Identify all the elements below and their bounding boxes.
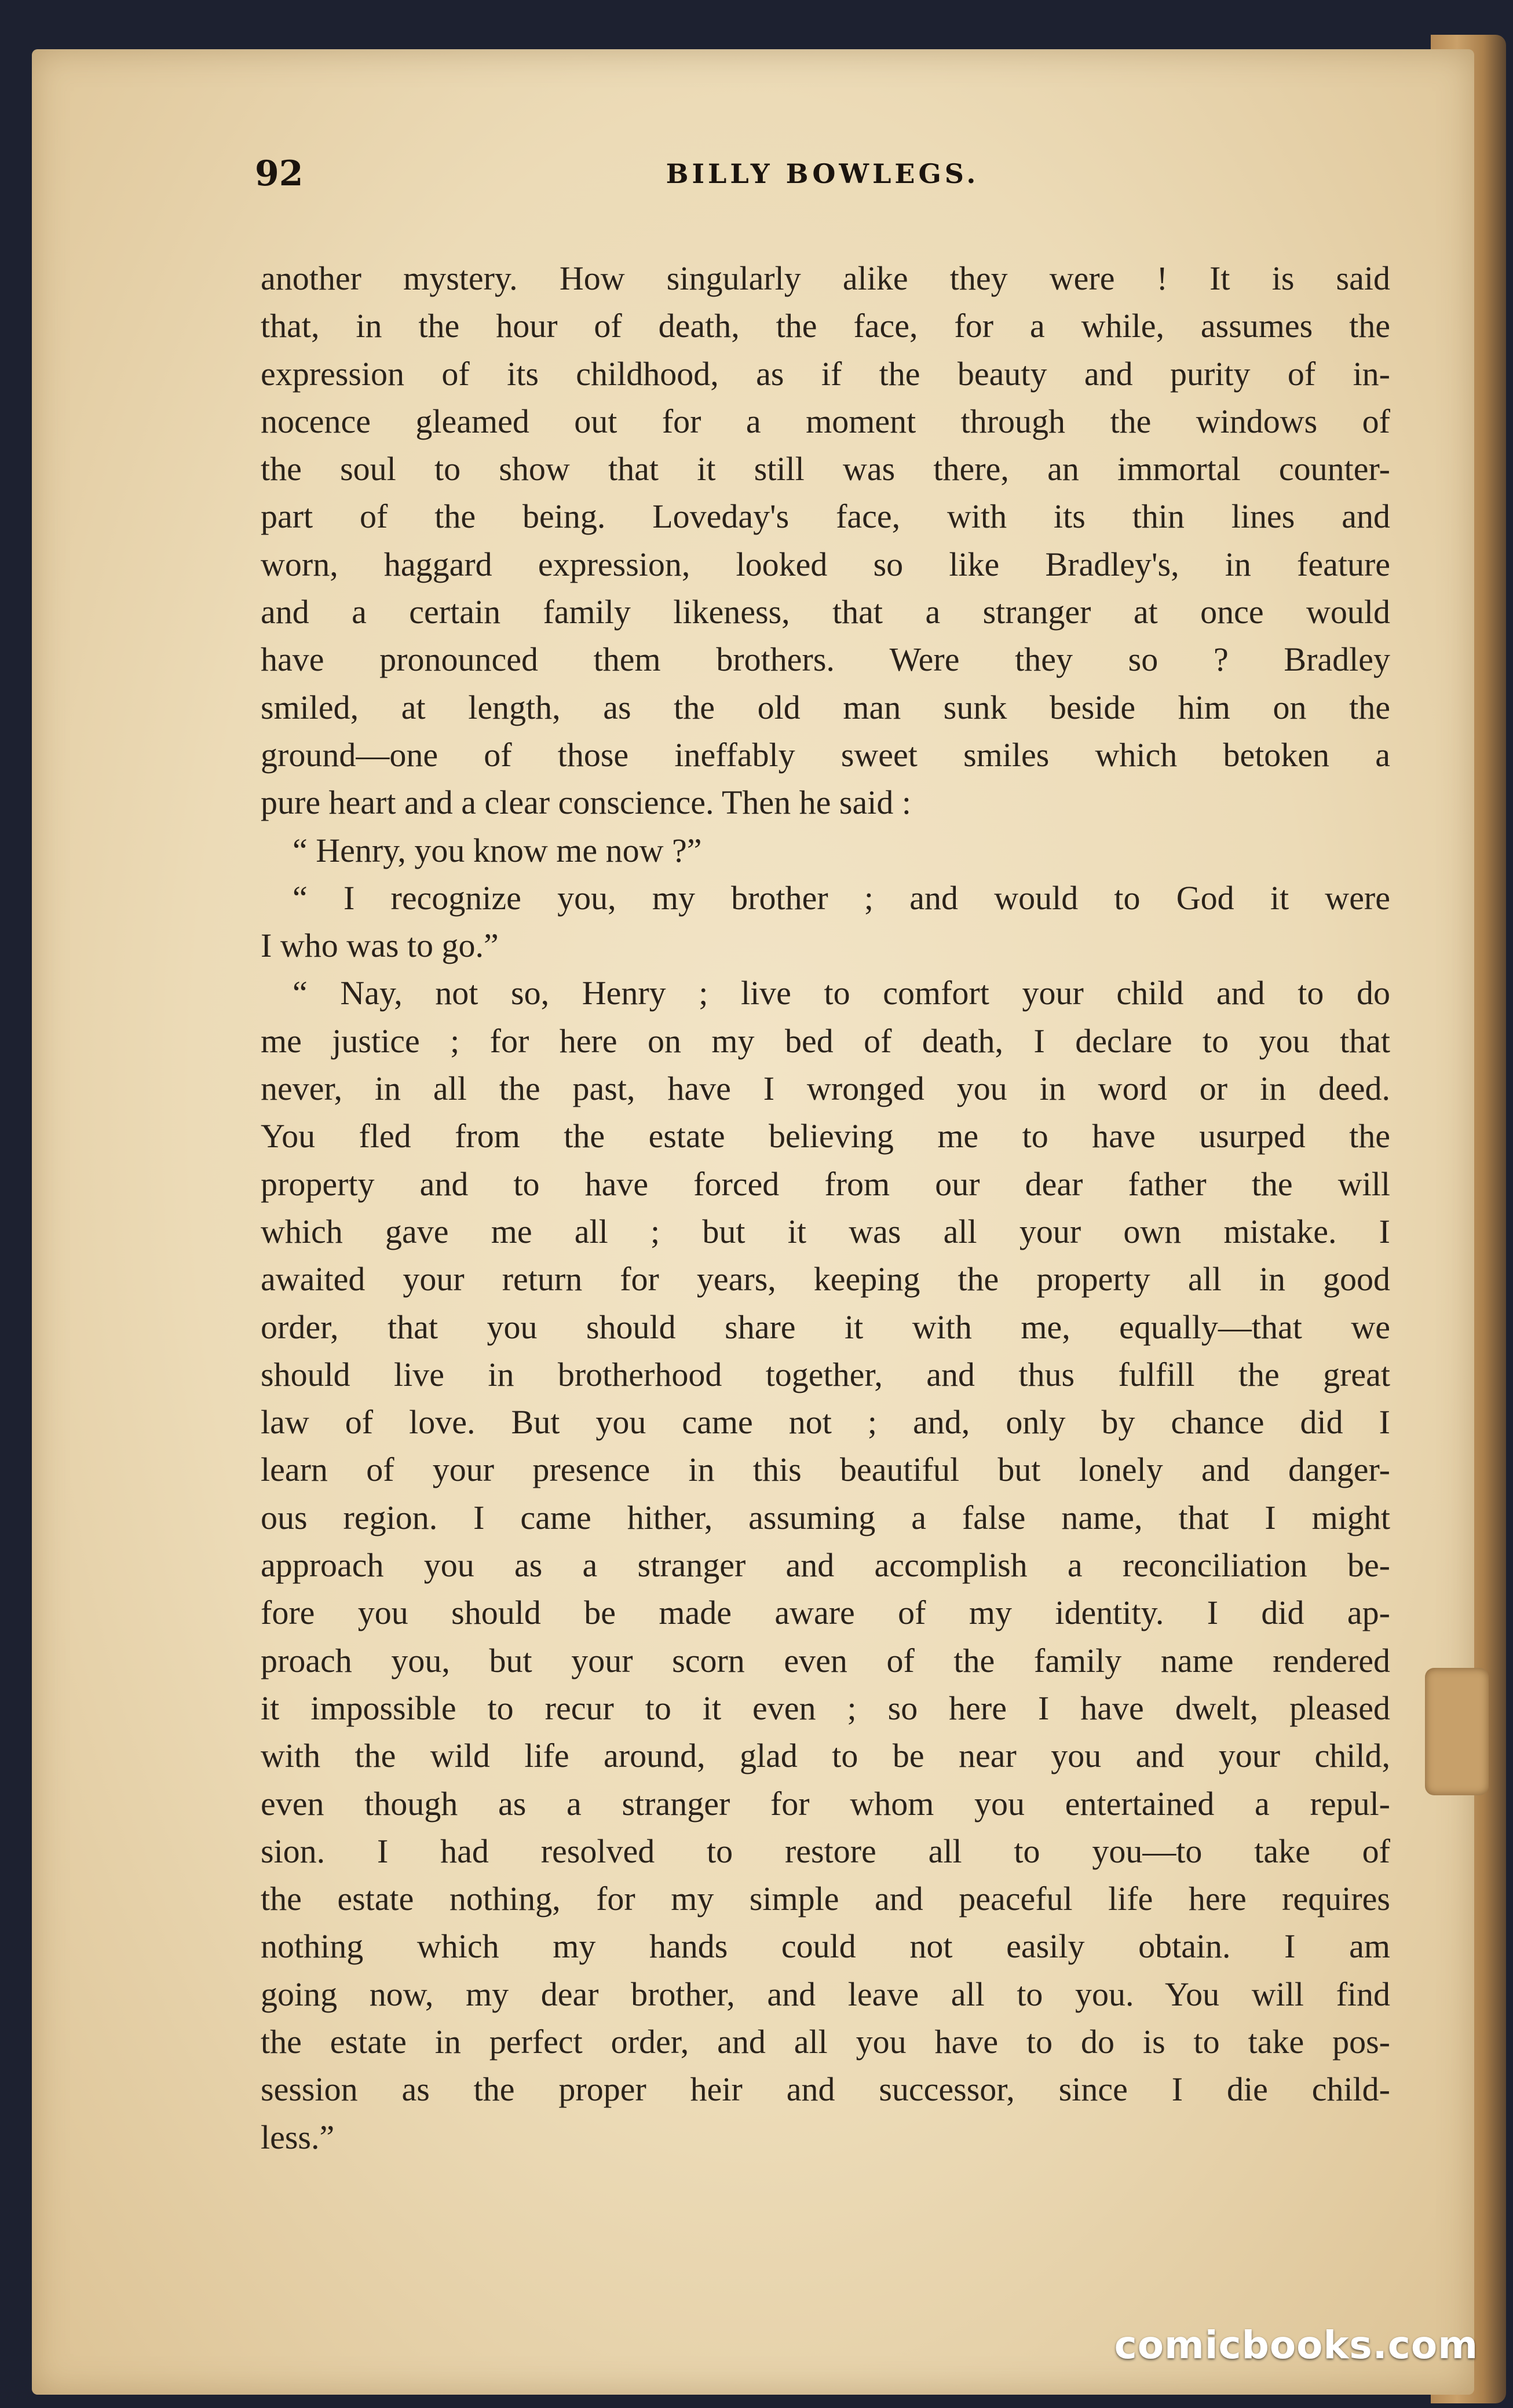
text-line: You fled from the estate believing me to have usurped the	[261, 1117, 1390, 1155]
text-line: should live in brotherhood together, and thus fulfill the great	[261, 1355, 1390, 1393]
text-line: less.”	[261, 2118, 335, 2156]
text-line: pure heart and a clear conscience. Then he said :	[261, 784, 911, 822]
text-line: I who was to go.”	[261, 927, 499, 965]
running-title: BILLY BOWLEGS.	[666, 158, 980, 189]
text-line: another mystery. How singularly alike they were ! It is said	[261, 259, 1390, 297]
text-line: going now, my dear brother, and leave all to you. You will find	[261, 1975, 1390, 2013]
text-line: the soul to show that it still was there, an immortal counter-	[261, 450, 1390, 488]
text-line: the estate nothing, for my simple and peaceful life here requires	[261, 1880, 1390, 1918]
text-line: sion. I had resolved to restore all to you—to take of	[261, 1832, 1390, 1870]
text-line: never, in all the past, have I wronged you in word or in deed.	[261, 1070, 1390, 1108]
text-line: expression of its childhood, as if the beauty and purity of in-	[261, 354, 1390, 393]
text-line: “ I recognize you, my brother ; and would to God it were	[293, 879, 1390, 917]
body-text	[261, 255, 1390, 2161]
running-head	[255, 153, 1390, 206]
text-line: “ Nay, not so, Henry ; live to comfort your child and to do	[293, 974, 1390, 1012]
text-line: part of the being. Loveday's face, with its thin lines and	[261, 497, 1390, 536]
text-line: ous region. I came hither, assuming a false name, that I might	[261, 1498, 1390, 1536]
text-line: law of love. But you came not ; and, only by chance did I	[261, 1403, 1390, 1441]
text-line: worn, haggard expression, looked so like Bradley's, in feature	[261, 545, 1390, 583]
text-line: proach you, but your scorn even of the family name rendered	[261, 1641, 1390, 1679]
text-line: smiled, at length, as the old man sunk beside him on the	[261, 688, 1390, 726]
text-line: nothing which my hands could not easily obtain. I am	[261, 1927, 1390, 1966]
text-line: “ Henry, you know me now ?”	[293, 831, 702, 869]
text-line: session as the proper heir and successor, since I die child-	[261, 2070, 1390, 2109]
text-line: it impossible to recur to it even ; so here I have dwelt, pleased	[261, 1689, 1390, 1727]
watermark: comicbooks.com	[1114, 2323, 1478, 2367]
text-line: approach you as a stranger and accomplish a reconciliation be-	[261, 1546, 1390, 1584]
text-line: order, that you should share it with me, equally—that we	[261, 1308, 1390, 1346]
text-line: which gave me all ; but it was all your own mistake. I	[261, 1212, 1390, 1250]
page-number: 92	[255, 153, 304, 194]
text-line: even though as a stranger for whom you entertained a repul-	[261, 1784, 1390, 1823]
binding-tab	[1425, 1668, 1489, 1795]
text-line: me justice ; for here on my bed of death, I declare to you that	[261, 1022, 1390, 1060]
text-line: learn of your presence in this beautiful but lonely and danger-	[261, 1451, 1390, 1489]
text-line: and a certain family likeness, that a stranger at once would	[261, 593, 1390, 631]
text-line: with the wild life around, glad to be near you and your child,	[261, 1737, 1390, 1775]
text-line: fore you should be made aware of my identity. I did ap-	[261, 1594, 1390, 1632]
text-line: that, in the hour of death, the face, for a while, assumes the	[261, 307, 1390, 345]
text-line: nocence gleamed out for a moment through the windows of	[261, 402, 1390, 440]
text-line: the estate in perfect order, and all you have to do is to take pos-	[261, 2022, 1390, 2061]
text-line: property and to have forced from our dear father the will	[261, 1165, 1390, 1203]
text-line: ground—one of those ineffably sweet smiles which betoken a	[261, 735, 1390, 774]
text-line: awaited your return for years, keeping the property all in good	[261, 1260, 1390, 1298]
text-line: have pronounced them brothers. Were they so ? Bradley	[261, 641, 1390, 679]
